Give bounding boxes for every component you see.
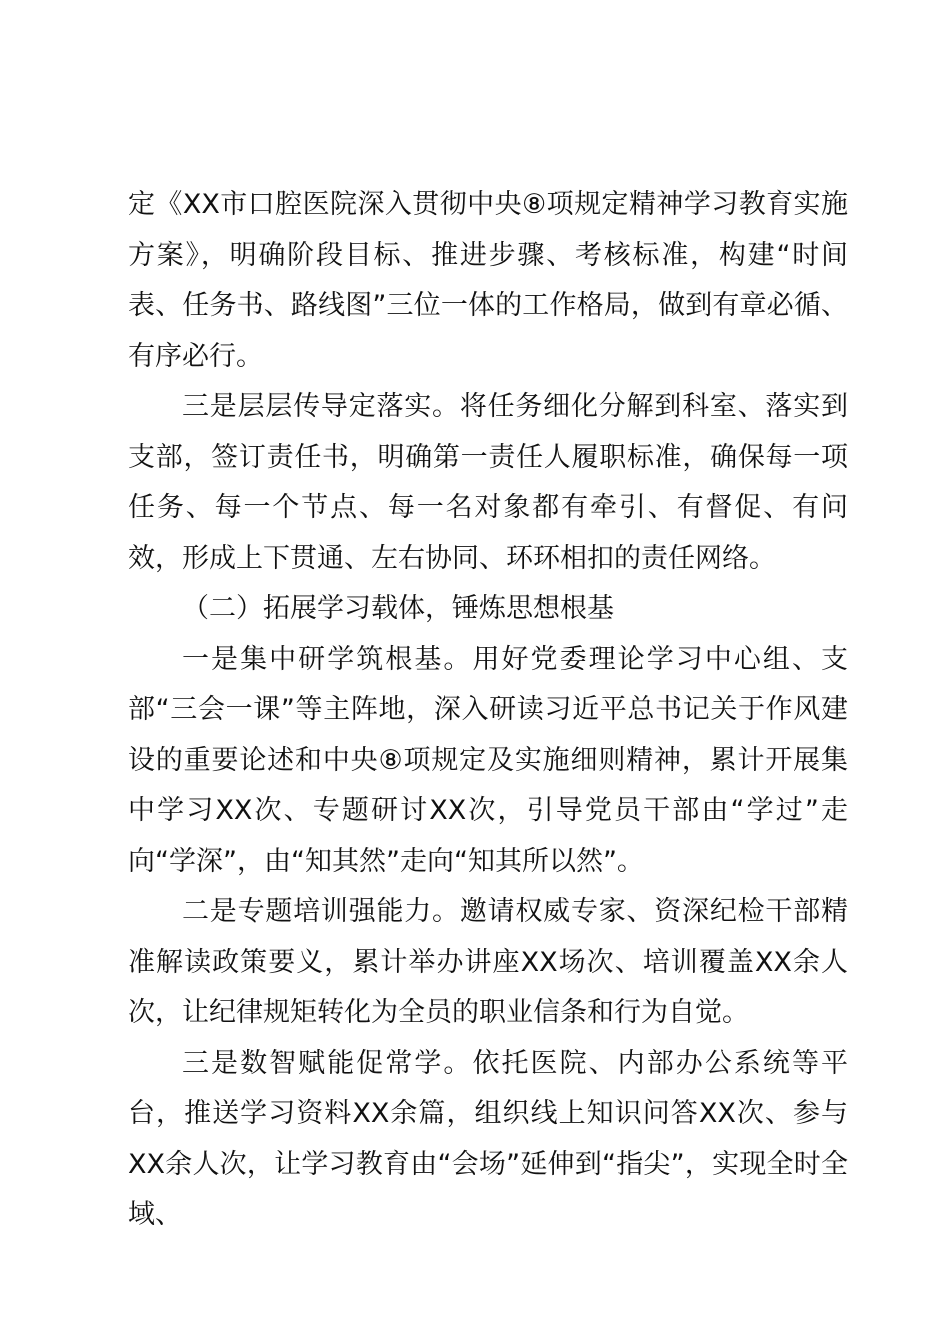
document-body <box>128 180 848 1241</box>
paragraph-centralized-study: 一是集中研学筑根基。用好党委理论学习中心组、支部“三会一课”等主阵地，深入研读习近平总书记关于作风建设的重要论述和中央⑧项规定及实施细则精神，累计开展集中学习XX次、专题研讨XX次，引导党员干部由“学过”走向“学深”，由“知其然”走向“知其所以然”。 <box>128 643 848 877</box>
section-heading-learning-carriers: （二）拓展学习载体，锤炼思想根基 <box>182 593 614 624</box>
paragraph-continuation: 定《XX市口腔医院深入贯彻中央⑧项规定精神学习教育实施方案》，明确阶段目标、推进步骤、考核标准，构建“时间表、任务书、路线图”三位一体的工作格局，做到有章必循、有序必行。 <box>128 189 848 372</box>
paragraph-special-training: 二是专题培训强能力。邀请权威专家、资深纪检干部精准解读政策要义，累计举办讲座XX场次、培训覆盖XX余人次，让纪律规矩转化为全员的职业信条和行为自觉。 <box>128 896 848 1028</box>
paragraph-layered-implementation: 三是层层传导定落实。将任务细化分解到科室、落实到支部，签订责任书，明确第一责任人履职标准，确保每一项任务、每一个节点、每一名对象都有牵引、有督促、有问效，形成上下贯通、左右协同、环环相扣的责任网络。 <box>128 391 848 574</box>
paragraph-digital-learning: 三是数智赋能促常学。依托医院、内部办公系统等平台，推送学习资料XX余篇，组织线上知识问答XX次、参与XX余人次，让学习教育由“会场”延伸到“指尖”，实现全时全域、 <box>128 1047 848 1230</box>
